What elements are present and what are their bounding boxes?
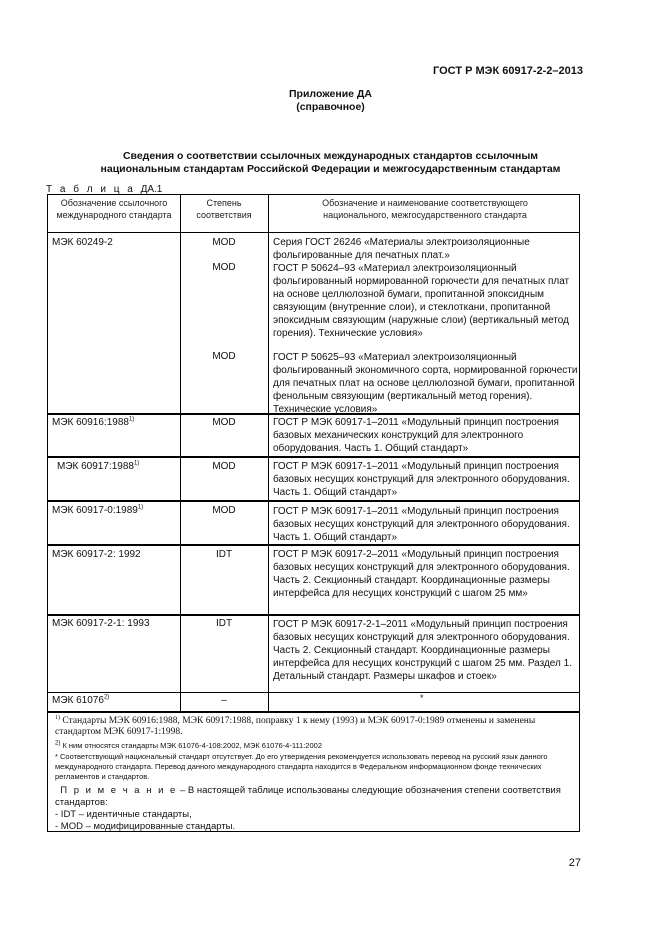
table-cell-standard <box>52 694 109 707</box>
row-divider <box>47 692 580 693</box>
table-cell-degree: MOD <box>212 351 236 362</box>
table-cell-standard <box>52 617 150 630</box>
table-cell-national-standard: ГОСТ Р МЭК 60917-2-1–2011 «Модульный принцип построения базовых несущих конструкций для электронного оборудования. Часть 2. Секционный стандарт. Координационные размеры интерфейса для несущих конструкций с шагом 25 мм. Раздел 1. Детальный стандарт. Размеры шкафов и стоек» <box>273 619 572 682</box>
table-cell-national-standard: ГОСТ Р МЭК 60917-1–2011 «Модульный принцип построения базовых механических конструкций для электронного оборудования. Часть 1. Общий стандарт» <box>273 417 559 454</box>
note-paragraph <box>55 785 575 809</box>
table-cell-degree: – <box>221 695 227 706</box>
row-divider <box>47 500 580 502</box>
row-divider <box>47 232 580 233</box>
table-cell-standard <box>52 504 143 517</box>
table-cell-degree: MOD <box>212 505 236 516</box>
standard-code: МЭК 60249-2 <box>52 237 113 248</box>
table-note <box>55 785 575 833</box>
standard-id: ГОСТ Р МЭК 60917-2-2–2013 <box>433 65 583 77</box>
table-cell-national-standard: ГОСТ Р МЭК 60917-1–2011 «Модульный принцип построения базовых несущих конструкций для электронного оборудования. Часть 1. Общий стандарт» <box>273 461 570 498</box>
footnote-star: * Соответствующий национальный стандарт отсутствует. До его утверждения рекомендуется использовать перевод на русский язык данного международного стандарта. Перевод данного международного стандарта находится в Федеральном информационном фонде технических регламентов и стандартов. <box>55 752 548 781</box>
footnote-mark: 2) <box>55 740 61 747</box>
table-cell-degree: MOD <box>212 237 236 248</box>
table-cell-standard <box>57 460 139 473</box>
standard-code: МЭК 61076 <box>52 695 104 706</box>
note-text: – В настоящей таблице использованы следующие обозначения степени соответствия стандартов: <box>55 785 561 808</box>
table-cell-degree: IDT <box>215 549 233 560</box>
footnote-ref: 1) <box>128 416 135 423</box>
table-cell-standard <box>52 416 134 429</box>
annex-block <box>0 88 661 114</box>
table-caption-prefix: Т а б л и ц а <box>46 184 136 195</box>
standard-code: МЭК 60917-2-1: 1993 <box>52 618 150 629</box>
table-cell-national-standard: ГОСТ Р 50624–93 «Материал электроизоляционный фольгированный нормированной горючести для печатных плат на основе целлюлозной бумаги, пропитанной эпоксидным связующим (внутренние слои), и стеклоткани, пропитанной эпоксидным связующим (наружные слои) (вертикальный метод горения). Технические условия» <box>273 263 570 339</box>
standard-code: МЭК 60917-2: 1992 <box>52 549 141 560</box>
note-label: П р и м е ч а н и е <box>60 785 178 796</box>
standard-code: МЭК 60917:1988 <box>57 461 134 472</box>
column-header-standard: Обозначение ссылочного международного стандарта <box>56 198 172 220</box>
footnote-1 <box>55 716 575 738</box>
table-cell-standard <box>52 236 113 249</box>
footnote-ref: 1) <box>137 504 144 511</box>
table-cell-standard <box>52 548 141 561</box>
footnote-2 <box>55 741 575 751</box>
row-divider <box>47 456 580 458</box>
annex-subtitle: (справочное) <box>296 101 365 113</box>
table-cell-national-standard: ГОСТ Р МЭК 60917-1–2011 «Модульный принцип построения базовых несущих конструкций для электронного оборудования. Часть 1. Общий стандарт» <box>273 506 570 543</box>
table-cell-degree: IDT <box>215 618 233 629</box>
row-divider <box>47 614 580 616</box>
table-caption-number: ДА.1 <box>140 184 163 195</box>
footnote-ref: 2) <box>103 694 110 701</box>
table-cell-degree: MOD <box>212 262 236 273</box>
standard-code: МЭК 60916:1988 <box>52 417 129 428</box>
heading-line-2: национальным стандартам Российской Федерации и межгосударственным стандартам <box>100 163 561 175</box>
page-number: 27 <box>568 857 581 869</box>
footnote-2-text: К ним относятся стандарты МЭК 61076-4-108:2002, МЭК 61076-4-111:2002 <box>62 741 322 750</box>
table-cell-degree: MOD <box>212 461 236 472</box>
row-divider <box>47 544 580 546</box>
footnote-mark: 1) <box>55 714 60 721</box>
column-header-national: Обозначение и наименование соответствующего национального, межгосударственного стандарта <box>322 198 528 220</box>
note-item: - MOD – модифицированные стандарты. <box>55 821 236 832</box>
footnote-ref: 1) <box>133 460 140 467</box>
column-header-degree: Степень соответствия <box>196 198 252 220</box>
table-cell-degree: MOD <box>212 417 236 428</box>
column-divider <box>268 194 269 712</box>
section-heading <box>40 150 621 176</box>
footnote-1-text: Стандарты МЭК 60916:1988, МЭК 60917:1988, поправку 1 к нему (1993) и МЭК 60917-0:1989 отменены и заменены стандартом МЭК 60917-1:1998. <box>55 716 536 737</box>
note-item: - IDT – идентичные стандарты, <box>55 809 192 820</box>
annex-title: Приложение ДА <box>289 88 372 100</box>
table-cell-national-standard: Серия ГОСТ 26246 «Материалы электроизоляционные фольгированные для печатных плат.» <box>273 237 530 261</box>
table-cell-national-standard: ГОСТ Р 50625–93 «Материал электроизоляционный фольгированный экономичного сорта, нормированной горючести для печатных плат на основе целлюлозной бумаги, пропитанной фенольным связующим (вертикальный метод горения). Технические условия» <box>273 352 578 415</box>
table-cell-national-standard: * <box>420 693 424 703</box>
heading-line-1: Сведения о соответствии ссылочных международных стандартов ссылочным <box>122 150 539 162</box>
standard-code: МЭК 60917-0:1989 <box>52 505 138 516</box>
row-divider <box>47 711 580 713</box>
table-cell-national-standard: ГОСТ Р МЭК 60917-2–2011 «Модульный принцип построения базовых несущих конструкций для электронного оборудования. Часть 2. Секционный стандарт. Координационные размеры интерфейса для несущих конструкций с шагом 25 мм» <box>273 549 570 599</box>
